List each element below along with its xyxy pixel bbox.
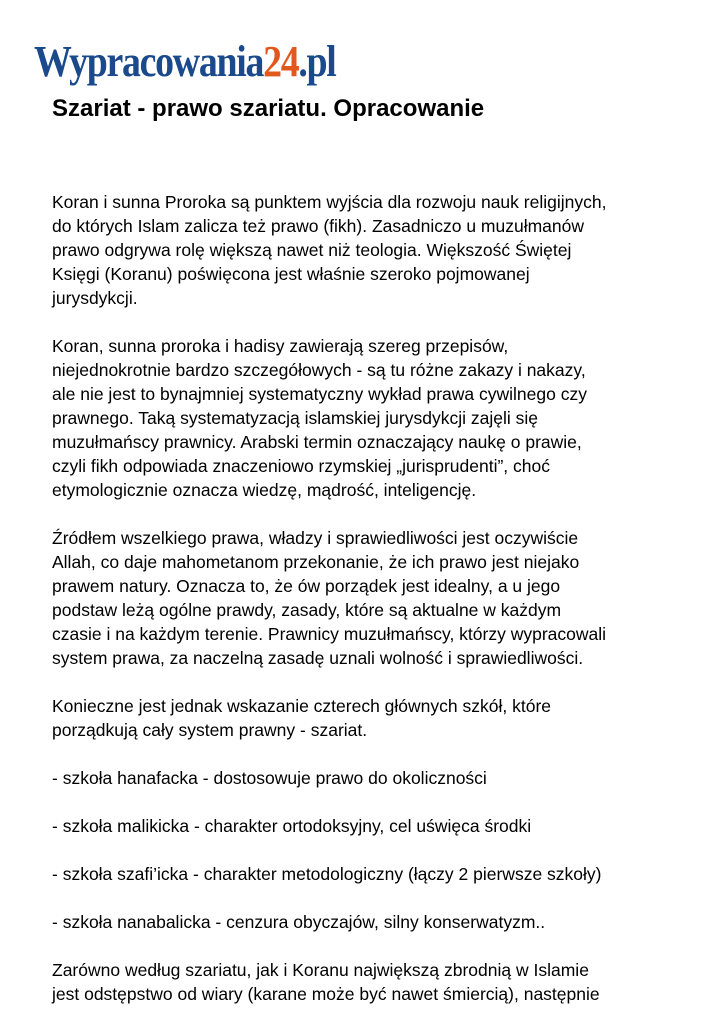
site-logo[interactable] — [34, 14, 335, 84]
article-body — [52, 190, 682, 1030]
logo-brand: Wypracowania — [34, 37, 264, 86]
paragraph: Zarówno według szariatu, jak i Koranu największą zbrodnią w Islamie jest odstępstwo od wiary (karane może być nawet śmiercią), następnie — [52, 960, 600, 1004]
list-item: - szkoła szafi’icka - charakter metodologiczny (łączy 2 pierwsze szkoły) — [52, 864, 602, 884]
paragraph: Konieczne jest jednak wskazanie czterech głównych szkół, które porządkują cały system prawny - szariat. — [52, 696, 551, 740]
page-title: Szariat - prawo szariatu. Opracowanie — [52, 95, 485, 122]
list-item: - szkoła hanafacka - dostosowuje prawo do okoliczności — [52, 768, 487, 788]
paragraph: Koran, sunna proroka i hadisy zawierają szereg przepisów, niejednokrotnie bardzo szczegółowych - są tu różne zakazy i nakazy, ale nie jest to bynajmniej systematyczny wykład prawa cywilnego czy prawnego. Taką systematyzacją islamskiej jurysdykcji zajęli się muzułmańscy prawnicy. Arabski termin oznaczający naukę o prawie, czyli fikh odpowiada znaczeniowo rzymskiej „jurisprudenti”, choć etymologicznie oznacza wiedzę, mądrość, inteligencję. — [52, 336, 587, 500]
list-item: - szkoła nanabalicka - cenzura obyczajów, silny konserwatyzm.. — [52, 912, 546, 932]
paragraph: Koran i sunna Proroka są punktem wyjścia dla rozwoju nauk religijnych, do których Islam zalicza też prawo (fikh). Zasadniczo u muzułmanów prawo odgrywa rolę większą nawet niż teologia. Większość Świętej Księgi (Koranu) poświęcona jest właśnie szeroko pojmowanej jurysdykcji. — [52, 192, 607, 308]
logo-tld: .pl — [298, 37, 336, 86]
list-item: - szkoła malikicka - charakter ortodoksyjny, cel uświęca środki — [52, 816, 532, 836]
paragraph: Źródłem wszelkiego prawa, władzy i sprawiedliwości jest oczywiście Allah, co daje mahometanom przekonanie, że ich prawo jest niejako prawem natury. Oznacza to, że ów porządek jest idealny, a u jego podstaw leżą ogólne prawdy, zasady, które są aktualne w każdym czasie i na każdym terenie. Prawnicy muzułmańscy, którzy wypracowali system prawa, za naczelną zasadę uznali wolność i sprawiedliwości. — [52, 528, 607, 668]
logo-number: 24 — [263, 37, 299, 86]
